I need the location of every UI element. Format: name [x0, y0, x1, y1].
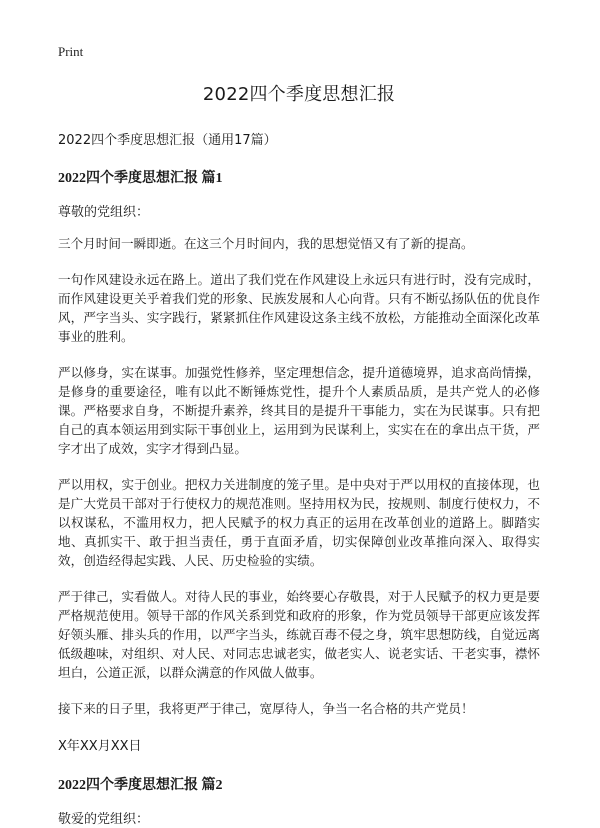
- document-subtitle: 2022四个季度思想汇报（通用17篇）: [58, 133, 277, 148]
- paragraph: 严以修身，实在谋事。加强党性修养，坚定理想信念，提升道德境界，追求高尚情操，是修身的重要途径，唯有以此不断锤炼党性，提升个人素质品质，是共产党人的必修课。严格要求自身，不断提升素养，终其目的是提升干事能力，实在为民谋事。只有把自己的真本领运用到实际干事创业上，运用到为民谋利上，实实在在的拿出点干货，严字才出了成效，实字才得到凸显。: [58, 365, 540, 456]
- paragraph: 接下来的日子里，我将更严于律己，宽厚待人，争当一名合格的共产党员！: [58, 701, 474, 716]
- paragraph: 一句作风建设永远在路上。道出了我们党在作风建设上永远只有进行时，没有完成时，而作风建设更关乎着我们党的形象、民族发展和人心向背。只有不断弘扬队伍的优良作风，严字当头、实字践行，紧紧抓住作风建设这条主线不放松，方能推动全面深化改革事业的胜利。: [58, 272, 540, 344]
- paragraph: 严于律己，实看做人。对待人民的事业，始终要心存敬畏，对于人民赋予的权力更是要严格规范使用。领导干部的作风关系到党和政府的形象，作为党员领导干部更应该发挥好领头雁、排头兵的作用，以严字当头，练就百毒不侵之身，筑牢思想防线，自觉远离低级趣味，对组织、对人民、对同志忠诚老实，做老实人、说老实话、干老实事，襟怀坦白，公道正派，以群众满意的作风做人做事。: [58, 589, 540, 680]
- section-1-heading: 2022四个季度思想汇报 篇1: [58, 171, 223, 186]
- print-label[interactable]: Print: [58, 44, 84, 59]
- paragraph: 严以用权，实于创业。把权力关进制度的笼子里。是中央对于严以用权的直接体现，也是广大党员干部对于行使权力的规范准则。坚持用权为民，按规则、制度行使权力，不以权谋私，不滥用权力，把人民赋予的权力真正的运用在改革创业的道路上。脚踏实地、真抓实干、敢于担当责任，勇于直面矛盾，切实保障创业改革推向深入、取得实效，创造经得起实践、人民、历史检验的实绩。: [58, 477, 540, 568]
- paragraph: 三个月时间一瞬即逝。在这三个月时间内，我的思想觉悟又有了新的提高。: [58, 236, 474, 251]
- section-1-salutation: 尊敬的党组织：: [58, 205, 150, 220]
- page-title: 2022四个季度思想汇报: [202, 84, 396, 105]
- section-1-date: X年XX月XX日: [58, 739, 142, 754]
- section-2-salutation: 敬爱的党组织：: [58, 812, 150, 827]
- section-2-heading: 2022四个季度思想汇报 篇2: [58, 778, 223, 793]
